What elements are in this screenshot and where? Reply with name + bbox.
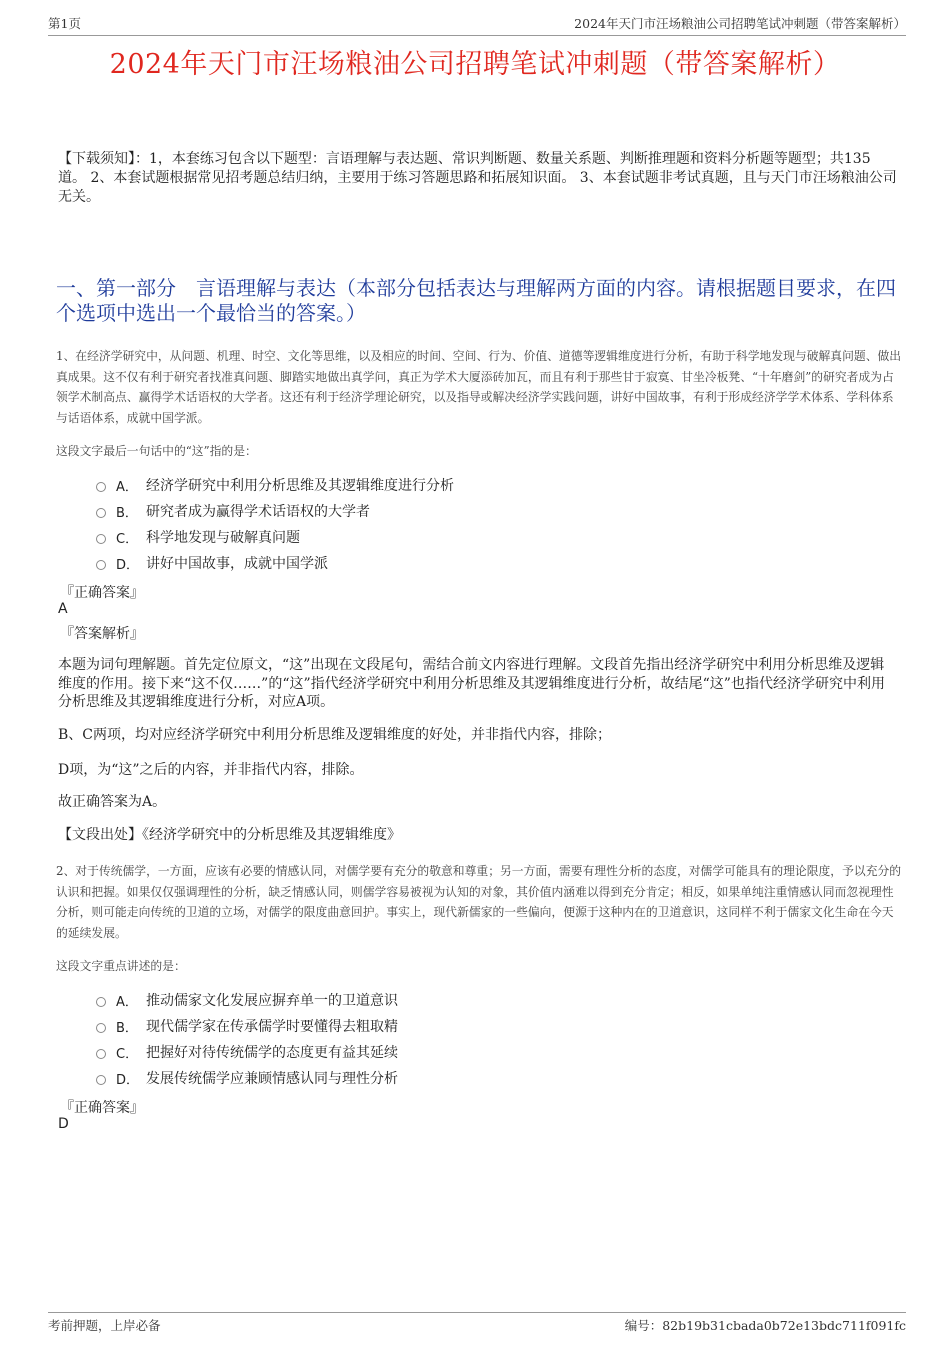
option-text: 发展传统儒学应兼顾情感认同与理性分析 [146,1071,398,1087]
option-c[interactable]: C． 把握好对待传统儒学的态度更有益其延续 [96,1039,398,1065]
correct-answer-label: 『正确答案』 [60,1100,144,1116]
option-b[interactable]: B． 现代儒学家在传承儒学时要懂得去粗取精 [96,1013,398,1039]
header-doc-title: 2024年天门市汪场粮油公司招聘笔试冲刺题（带答案解析） [574,16,906,31]
page-header [48,14,906,36]
radio-icon[interactable] [96,1049,106,1059]
question-1-options [96,472,454,576]
analysis-conclusion: 故正确答案为A。 [58,794,167,810]
passage-source: 【文段出处】《经济学研究中的分析思维及其逻辑维度》 [58,827,401,843]
document-title: 2024年天门市汪场粮油公司招聘笔试冲刺题（带答案解析） [109,49,841,80]
option-text: 研究者成为赢得学术话语权的大学者 [146,504,370,520]
download-notice: 【下载须知】：1，本套练习包含以下题型：言语理解与表达题、常识判断题、数量关系题、判断推理题和资料分析题等题型；共135道。 2、本套试题根据常见招考题总结归纳，主要用于练习答题思路和拓展知识面。 3、本套试题非考试真题，且与天门市汪场粮油公司无关。 [58,151,897,205]
section-heading: 一、第一部分 言语理解与表达（本部分包括表达与理解两方面的内容。请根据题目要求，在四个选项中选出一个最恰当的答案。） [56,276,896,325]
page-footer [48,1312,906,1334]
option-text: 讲好中国故事，成就中国学派 [146,556,328,572]
question-2-options [96,987,398,1091]
correct-answer-label: 『正确答案』 [60,585,144,601]
analysis-label: 『答案解析』 [60,626,144,642]
option-text: 经济学研究中利用分析思维及其逻辑维度进行分析 [146,478,454,494]
question-1-prompt: 这段文字最后一句话中的“这”指的是： [56,444,257,458]
option-d[interactable]: D． 发展传统儒学应兼顾情感认同与理性分析 [96,1065,398,1091]
question-1-passage: 1、在经济学研究中，从问题、机理、时空、文化等思维，以及相应的时间、空间、行为、价值、道德等逻辑维度进行分析，有助于科学地发现与破解真问题、做出真成果。这不仅有利于研究者找准真问题、脚踏实地做出真学问，真正为学术大厦添砖加瓦，而且有利于那些甘于寂寞、甘坐冷板凳、“十年磨剑”的研究者成为占领学术制高点、赢得学术话语权的大学者。这还有利于经济学理论研究，以及指导或解决经济学实践问题，讲好中国故事，有利于形成经济学学术体系、学科体系与话语体系，成就中国学派。 [56,349,902,425]
footer-slogan: 考前押题，上岸必备 [48,1318,161,1333]
radio-icon[interactable] [96,560,106,570]
correct-answer: D [58,1116,69,1132]
radio-icon[interactable] [96,482,106,492]
option-text: 科学地发现与破解真问题 [146,530,300,546]
option-c[interactable]: C． 科学地发现与破解真问题 [96,524,454,550]
radio-icon[interactable] [96,997,106,1007]
page-number: 第1页 [48,16,81,31]
option-b[interactable]: B． 研究者成为赢得学术话语权的大学者 [96,498,454,524]
option-d[interactable]: D． 讲好中国故事，成就中国学派 [96,550,454,576]
option-text: 把握好对待传统儒学的态度更有益其延续 [146,1045,398,1061]
question-2-prompt: 这段文字重点讲述的是： [56,959,186,973]
option-text: 推动儒家文化发展应摒弃单一的卫道意识 [146,993,398,1009]
analysis-paragraph: 本题为词句理解题。首先定位原文，“这”出现在文段尾句，需结合前文内容进行理解。文段首先指出经济学研究中利用分析思维及逻辑维度的作用。接下来“这不仅……”的“这”指代经济学研究中利用分析思维及其逻辑维度进行分析，故结尾“这”也指代经济学研究中利用分析思维及其逻辑维度进行分析，对应A项。 [58,657,885,710]
option-text: 现代儒学家在传承儒学时要懂得去粗取精 [146,1019,398,1035]
correct-answer: A [58,601,68,617]
radio-icon[interactable] [96,534,106,544]
option-a[interactable]: A． 推动儒家文化发展应摒弃单一的卫道意识 [96,987,398,1013]
option-a[interactable]: A． 经济学研究中利用分析思维及其逻辑维度进行分析 [96,472,454,498]
analysis-paragraph: B、C两项，均对应经济学研究中利用分析思维及逻辑维度的好处，并非指代内容，排除； [58,727,611,743]
question-2-passage: 2、对于传统儒学，一方面，应该有必要的情感认同，对儒学要有充分的敬意和尊重；另一方面，需要有理性分析的态度，对儒学可能具有的理论限度，予以充分的认识和把握。如果仅仅强调理性的分析，缺乏情感认同，则儒学容易被视为认知的对象，其价值内涵难以得到充分肯定；相反，如果单纯注重情感认同而忽视理性分析，则可能走向传统的卫道的立场，对儒学的限度曲意回护。事实上，现代新儒家的一些偏向，便源于这种内在的卫道意识，这同样不利于儒家文化生命在今天的延续发展。 [56,864,902,940]
radio-icon[interactable] [96,1023,106,1033]
analysis-paragraph: D项，为“这”之后的内容，并非指代内容，排除。 [58,762,364,778]
footer-serial: 编号：82b19b31cbada0b72e13bdc711f091fc [624,1318,906,1333]
radio-icon[interactable] [96,508,106,518]
radio-icon[interactable] [96,1075,106,1085]
